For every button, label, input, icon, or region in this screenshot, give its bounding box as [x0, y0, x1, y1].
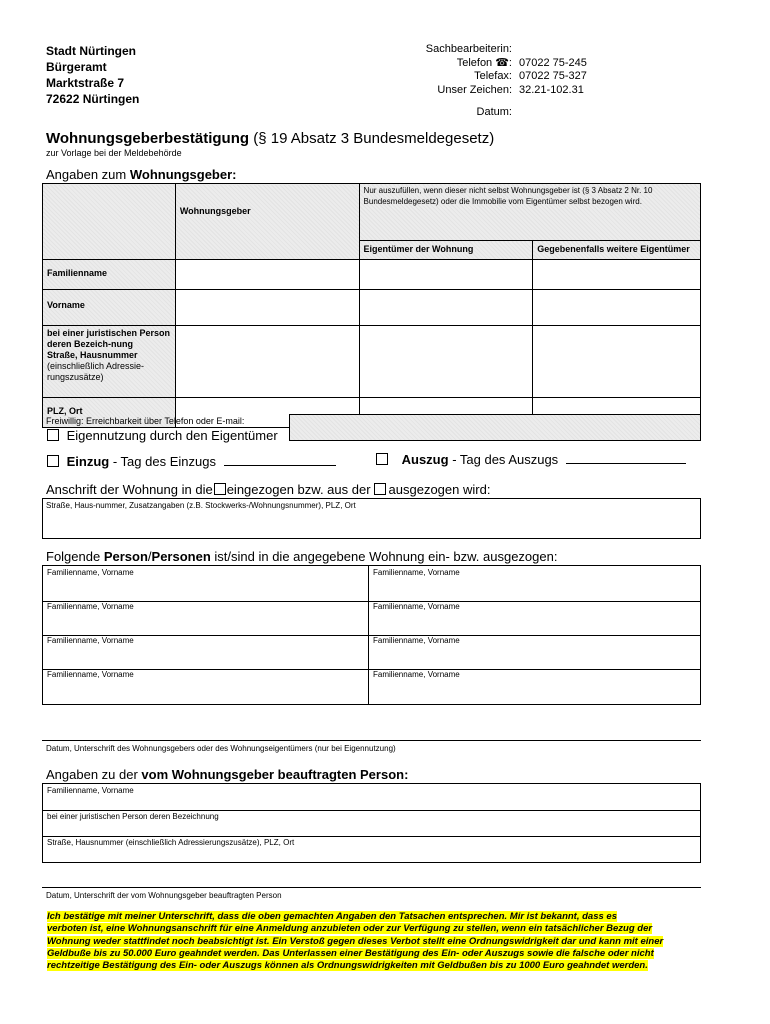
moved-in-checkbox[interactable]: [214, 483, 226, 495]
table-corner-cell: [43, 184, 176, 260]
persons-row-line: [43, 635, 700, 636]
contact-values: [519, 43, 587, 97]
person-5-name-label: Familienname, Vorname: [47, 636, 134, 645]
move-in-date-field[interactable]: [224, 465, 336, 466]
landlord-lastname-field[interactable]: [175, 259, 359, 289]
owner-lastname-field[interactable]: [359, 259, 533, 289]
self-use-checkbox[interactable]: [47, 429, 59, 441]
person-2-name-label: Familienname, Vorname: [373, 568, 460, 577]
reference-label: Unser Zeichen:: [437, 83, 512, 96]
self-use-label: Eigennutzung durch den Eigentümer: [66, 428, 278, 443]
owner-address-field[interactable]: [359, 325, 533, 397]
landlord-address-field[interactable]: [175, 325, 359, 397]
move-in-label: Einzug: [66, 454, 110, 469]
move-out-date-label: - Tag des Auszugs: [448, 452, 559, 467]
apartment-label-c: ausgezogen wird:: [388, 482, 491, 497]
other-owner-address-field[interactable]: [533, 325, 701, 397]
move-out-row: [376, 452, 686, 467]
persons-grid[interactable]: [42, 565, 701, 705]
apartment-label-b: eingezogen bzw. aus der: [226, 482, 371, 497]
document-title: [46, 130, 494, 147]
notice-line-1: Ich bestätige mit meiner Unterschrift, dass die oben gemachten Angaben den Tatsachen entsprechen. Mir ist bekannt, dass es: [47, 911, 617, 922]
person-3-name-label: Familienname, Vorname: [47, 602, 134, 611]
moved-out-checkbox[interactable]: [374, 483, 386, 495]
col-header-owner: Eigentümer der Wohnung: [359, 241, 533, 260]
move-in-row: [47, 454, 336, 469]
optional-contact-label: Freiwillig: Erreichbarkeit über Telefon oder E-mail:: [46, 416, 245, 426]
apartment-address-hint: Straße, Haus-nummer, Zusatzangaben (z.B. Stockwerks-/Wohnungsnummer), PLZ, Ort: [46, 501, 356, 510]
signature1-line[interactable]: [42, 740, 701, 741]
address-line-2: Bürgeramt: [46, 60, 107, 74]
move-in-date-label: - Tag des Einzugs: [109, 454, 216, 469]
person-1-name-label: Familienname, Vorname: [47, 568, 134, 577]
date-label: Datum:: [476, 106, 512, 118]
persons-heading: [46, 549, 557, 564]
notice-line-2: verboten ist, eine Wohnungsanschrift für eine Anmeldung anzubieten oder zur Verfügung zu stellen, wenn ein tatsächlicher Bezug der: [47, 923, 653, 935]
move-out-label: Auszug: [401, 452, 449, 467]
legal-notice: [47, 911, 727, 972]
authorized-grid[interactable]: [42, 783, 701, 863]
notice-line-4: Geldbuße bis zu 50.000 Euro geahndet werden. Das Unterlassen einer Bestätigung des Ein- oder Auszugs sowie die falsche oder nicht: [47, 947, 654, 959]
notice-line-5: rechtzeitige Bestätigung des Ein- oder Auszugs können als Ordnungswidrigkeiten mit Geldbußen bis zu 1000 Euro geahndet werden.: [47, 960, 648, 972]
move-out-date-field[interactable]: [566, 463, 686, 464]
optional-contact-field[interactable]: [289, 414, 701, 441]
persons-row-line: [43, 669, 700, 670]
authorized-heading-prefix: Angaben zu der: [46, 767, 142, 782]
col-header-landlord: Wohnungsgeber: [175, 184, 359, 260]
fax-label: Telefax:: [474, 70, 512, 82]
persons-heading-b: Person: [103, 549, 148, 564]
signature2-line[interactable]: [42, 887, 701, 888]
landlord-heading: [46, 167, 236, 182]
self-use-row: [47, 428, 278, 443]
authorized-heading: [46, 767, 408, 782]
owner-note: Nur auszufüllen, wenn dieser nicht selbst Wohnungsgeber ist (§ 3 Absatz 2 Nr. 10 Bundesmeldegesetz) oder die Immobilie vom Eigentümer selbst bezogen wird.: [359, 184, 700, 241]
row-label-company: bei einer juristischen Person deren Bezeich-nung: [47, 327, 171, 349]
title-main: Wohnungsgeberbestätigung: [46, 130, 250, 147]
landlord-heading-prefix: Angaben zum: [46, 167, 130, 182]
persons-heading-d: Personen: [151, 549, 211, 564]
title-law: (§ 19 Absatz 3 Bundesmeldegesetz): [249, 130, 495, 147]
row-label-street: Straße, Hausnummer: [47, 349, 138, 360]
reference-value: 32.21-102.31: [519, 83, 584, 96]
apartment-address-field[interactable]: [42, 498, 701, 539]
persons-heading-e: ist/sind in die angegebene Wohnung ein- bzw. ausgezogen:: [210, 549, 558, 564]
notice-line-3: Wohnung weder stattfindet noch beabsichtigt ist. Ein Verstoß gegen dieses Verbot stellt eine Ordnungswidrigkeit dar und kann mit einer: [47, 935, 664, 947]
row-label-street-note: (einschließlich Adressie-rungszusätze): [47, 360, 145, 382]
address-line-3: Marktstraße 7: [46, 76, 125, 90]
col-header-other-owner: Gegebenenfalls weitere Eigentümer: [533, 241, 701, 260]
authorized-heading-bold: vom Wohnungsgeber beauftragten Person:: [141, 767, 409, 782]
persons-heading-a: Folgende: [46, 549, 104, 564]
address-line-1: Stadt Nürtingen: [46, 44, 136, 58]
person-7-name-label: Familienname, Vorname: [47, 670, 134, 679]
row-label-zip: PLZ, Ort: [43, 397, 176, 427]
landlord-table: [42, 183, 701, 428]
phone-value: 07022 75-245: [519, 56, 587, 69]
landlord-firstname-field[interactable]: [175, 289, 359, 325]
row-label-lastname: Familienname: [43, 259, 176, 289]
authorized-row-line: [43, 836, 700, 837]
fax-value: 07022 75-327: [519, 70, 587, 82]
signature1-label: Datum, Unterschrift des Wohnungsgebers oder des Wohnungseigentümers (nur bei Eigennutzung): [46, 744, 396, 753]
person-8-name-label: Familienname, Vorname: [373, 670, 460, 679]
phone-label: Telefon ☎:: [456, 56, 512, 69]
landlord-heading-bold: Wohnungsgeber:: [129, 167, 237, 182]
persons-heading-c: /: [147, 549, 152, 564]
authorized-name-label: Familienname, Vorname: [47, 786, 134, 795]
signature2-label: Datum, Unterschrift der vom Wohnungsgeber beauftragten Person: [46, 891, 282, 900]
authorized-address-label: Straße, Hausnummer (einschließlich Adressierungszusätze), PLZ, Ort: [47, 838, 295, 847]
document-subtitle: zur Vorlage bei der Meldebehörde: [46, 148, 182, 158]
row-label-company-address: [43, 325, 176, 397]
apartment-heading: [46, 482, 490, 497]
other-owner-firstname-field[interactable]: [533, 289, 701, 325]
person-4-name-label: Familienname, Vorname: [373, 602, 460, 611]
move-out-checkbox[interactable]: [376, 453, 388, 465]
person-6-name-label: Familienname, Vorname: [373, 636, 460, 645]
row-label-firstname: Vorname: [43, 289, 176, 325]
persons-row-line: [43, 601, 700, 602]
contact-labels: [426, 43, 512, 120]
other-owner-lastname-field[interactable]: [533, 259, 701, 289]
address-line-4: 72622 Nürtingen: [46, 92, 140, 106]
move-in-checkbox[interactable]: [47, 455, 59, 467]
authorized-company-label: bei einer juristischen Person deren Bezeichnung: [47, 812, 219, 821]
apartment-label-a: Anschrift der Wohnung in die: [46, 482, 213, 497]
owner-firstname-field[interactable]: [359, 289, 533, 325]
authority-address: [46, 43, 139, 107]
authorized-row-line: [43, 810, 700, 811]
clerk-label: Sachbearbeiterin:: [425, 43, 512, 55]
